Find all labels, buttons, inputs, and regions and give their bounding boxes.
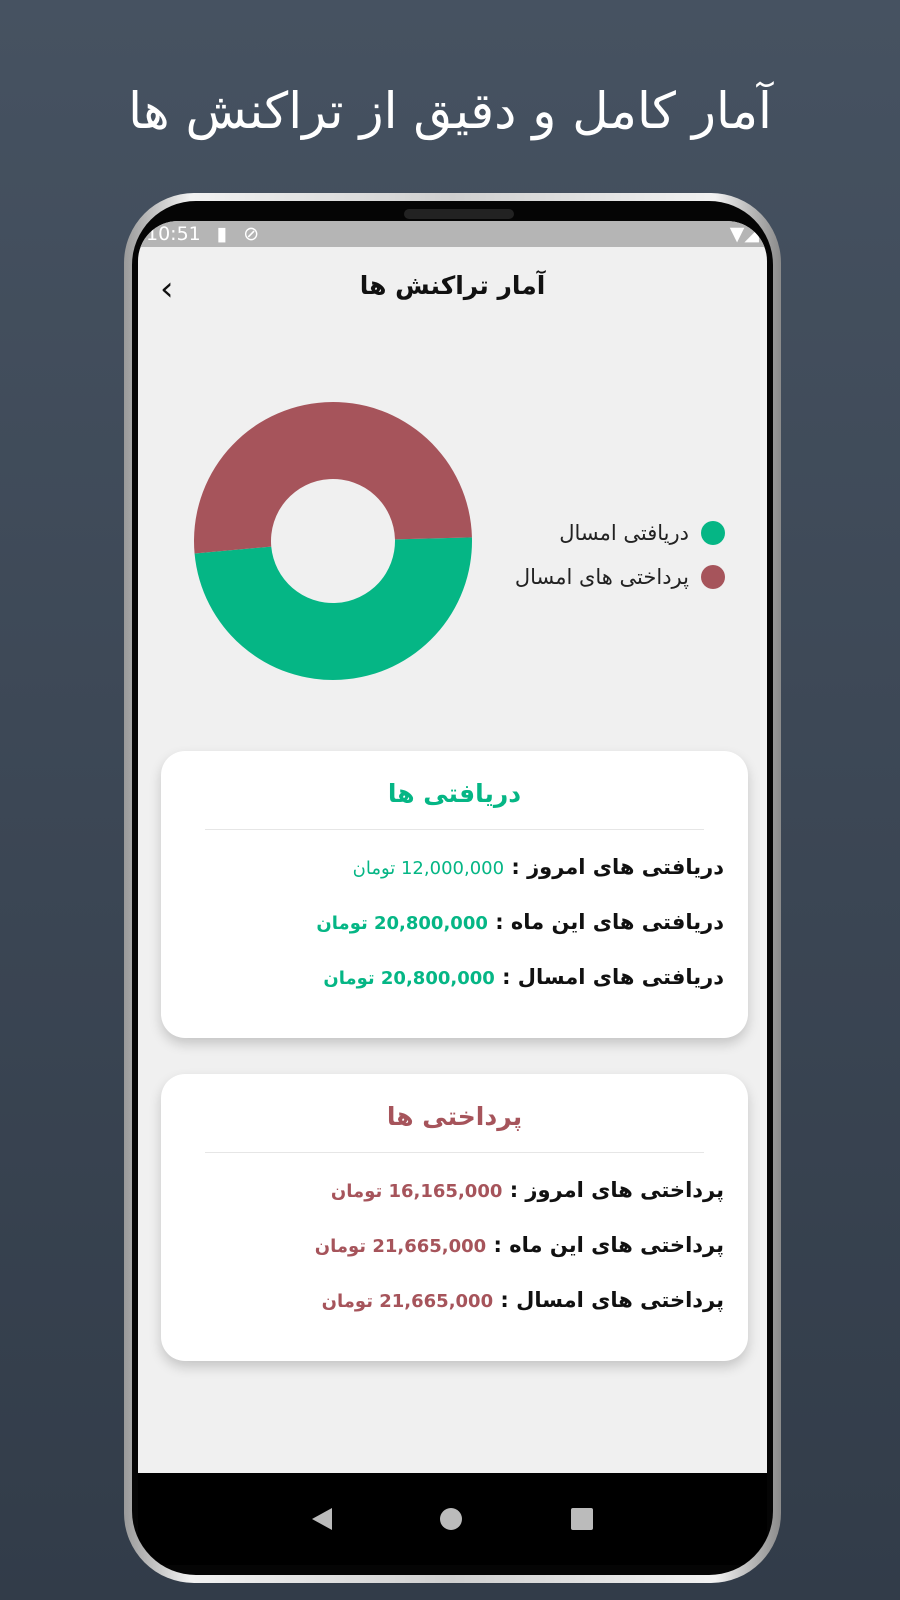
- status-bar: [138, 221, 767, 247]
- nav-back-icon[interactable]: [312, 1508, 332, 1530]
- expense-row-month: [185, 1226, 724, 1281]
- expense-card: [161, 1074, 748, 1361]
- row-label: پرداختی های امروز :: [509, 1178, 724, 1202]
- app-screen: [138, 221, 767, 1565]
- legend-label: دریافتی امسال: [559, 521, 689, 545]
- promo-headline: آمار کامل و دقیق از تراکنش ها: [128, 82, 772, 140]
- legend-dot-income: [701, 521, 725, 545]
- income-card-title: دریافتی ها: [387, 779, 522, 808]
- legend-dot-expense: [701, 565, 725, 589]
- phone-frame: [124, 193, 781, 1583]
- row-label: دریافتی های این ماه :: [495, 910, 724, 934]
- divider: [205, 829, 704, 830]
- row-value: 16,165,000 تومان: [330, 1181, 503, 1202]
- nav-recents-icon[interactable]: [571, 1508, 593, 1530]
- income-row-year: [185, 958, 724, 1013]
- donut-slice-expense: [194, 402, 472, 554]
- row-value: 21,665,000 تومان: [314, 1236, 487, 1257]
- row-value: 20,800,000 تومان: [323, 968, 495, 989]
- divider: [205, 1152, 704, 1153]
- speaker-grille: [404, 209, 514, 219]
- expense-row-today: [185, 1171, 724, 1226]
- row-label: پرداختی های این ماه :: [493, 1233, 724, 1257]
- chart-legend: [515, 521, 725, 609]
- app-bar: [138, 247, 767, 331]
- row-label: پرداختی های امسال :: [500, 1288, 724, 1312]
- signal-icon: ▼◢: [729, 223, 759, 245]
- back-button[interactable]: ‹: [160, 269, 174, 309]
- income-card: [161, 751, 748, 1038]
- legend-label: پرداختی های امسال: [514, 565, 689, 589]
- legend-item-expense: [515, 565, 725, 589]
- donut-chart: [188, 396, 478, 686]
- status-time: 10:51: [146, 223, 201, 245]
- row-label: دریافتی های امروز :: [511, 855, 724, 879]
- expense-row-year: [185, 1281, 724, 1336]
- page-title: آمار تراکنش ها: [359, 271, 546, 300]
- donut-slice-income: [195, 537, 472, 680]
- row-value: 12,000,000 تومان: [352, 858, 505, 879]
- row-value: 21,665,000 تومان: [321, 1291, 494, 1312]
- nav-home-icon[interactable]: [440, 1508, 462, 1530]
- income-row-month: [185, 903, 724, 958]
- expense-card-title: پرداختی ها: [386, 1102, 523, 1131]
- row-label: دریافتی های امسال :: [502, 965, 724, 989]
- system-nav-bar: [138, 1473, 767, 1565]
- row-value: 20,800,000 تومان: [316, 913, 488, 934]
- sync-icon: ⊘: [243, 223, 260, 245]
- income-row-today: [185, 848, 724, 903]
- sd-card-icon: ▮: [216, 223, 228, 245]
- legend-item-income: [515, 521, 725, 545]
